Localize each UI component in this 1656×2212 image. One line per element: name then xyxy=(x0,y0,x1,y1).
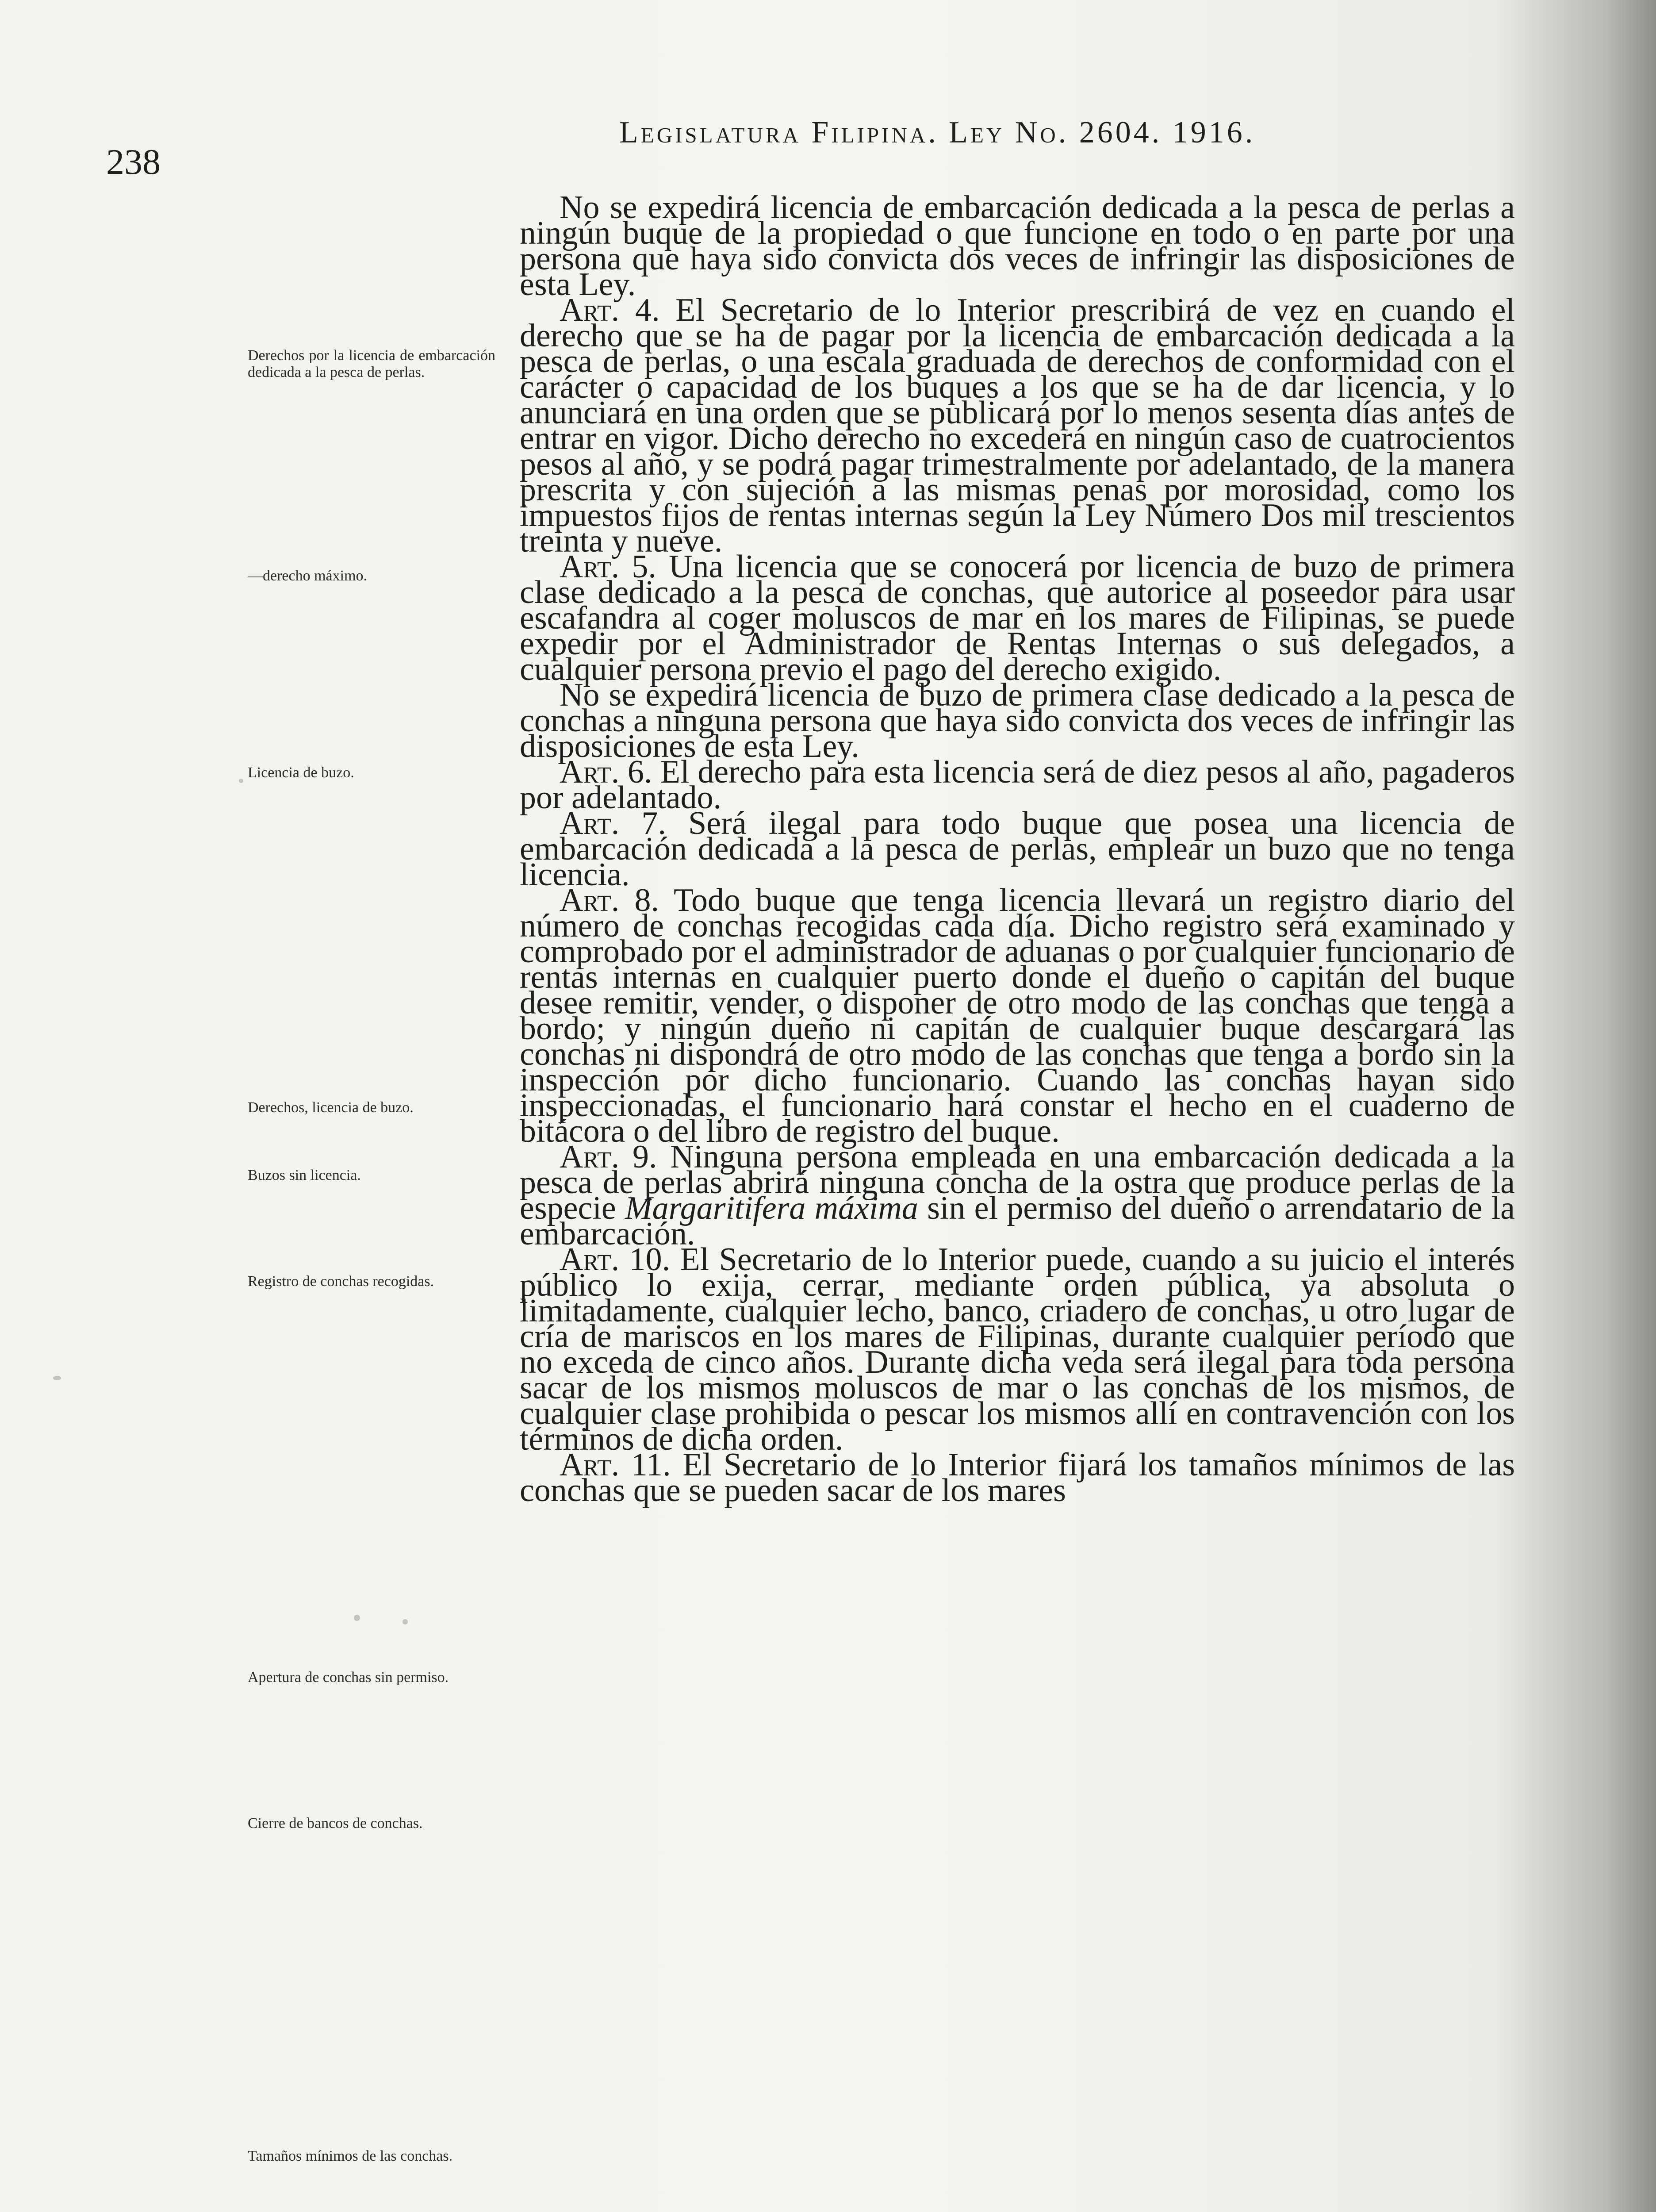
article-label: Art. 8. xyxy=(560,882,659,918)
article-text: Una licencia que se conocerá por licencia de buzo de primera clase dedicado a la pesca de conchas, que autorice al poseedor para usar escafandra al coger moluscos de mar en los mares de Filipinas, se puede expedir por el Administrador de Rentas Internas o sus delegados, a cualquier persona previo el pago del derecho exigido. xyxy=(520,549,1515,687)
margin-note-diver-license: Licencia de buzo. xyxy=(248,764,354,781)
article-text-continued: sin el permiso del dueño o arrendatario de la embarcación. xyxy=(520,1190,1515,1252)
paragraph-text: No se expedirá licencia de embarcación dedicada a la pesca de perlas a ningún buque de la propiedad o que funcione en todo o en parte por una persona que haya sido convicta dos veces de infringir las disposiciones de esta Ley. xyxy=(520,189,1515,303)
species-name: Margaritifera máxima xyxy=(625,1190,918,1226)
margin-note-unlicensed-divers: Buzos sin licencia. xyxy=(248,1167,361,1183)
paragraph-diver-prohibition xyxy=(520,677,1515,764)
margin-note-diver-license-fees: Derechos, licencia de buzo. xyxy=(248,1099,414,1116)
margin-note-maximum-fee: —derecho máximo. xyxy=(248,568,368,584)
article-11 xyxy=(520,1447,1515,1509)
article-text: Ninguna persona empleada en una embarcación dedicada a la pesca de perlas abrirá ninguna concha de la ostra que produce perlas de la especie xyxy=(520,1139,1515,1226)
article-4 xyxy=(520,292,1515,559)
margin-note-minimum-shell-sizes: Tamaños mínimos de las conchas. xyxy=(248,2148,453,2164)
article-text: El Secretario de lo Interior prescribirá de vez en cuando el derecho que se ha de pagar por la licencia de embarcación dedicada a la pesca de perlas, o una escala graduada de derechos de conformidad con el carácter o capacidad de los buques a los que se ha de dar licencia, y lo anunciará en una orden que se publicará por lo menos sesenta días antes de entrar en vigor. Dicho derecho no excederá en ningún caso de cuatrocientos pesos al año, y se podrá pagar trimestralmente por adelantado, de la manera prescrita y con sujeción a las mismas penas por morosidad, como los impuestos fijos de rentas internas según la Ley Número Dos mil trescientos treinta y nueve. xyxy=(520,292,1515,559)
article-label: Art. 10. xyxy=(560,1241,671,1278)
body-text xyxy=(520,189,1515,1509)
article-text: El Secretario de lo Interior puede, cuando a su juicio el interés público lo exija, cerrar, mediante orden pública, ya absoluta o limitadamente, cualquier lecho, banco, criadero de conchas, u otro lugar de cría de mariscos en los mares de Filipinas, durante cualquier período que no exceda de cinco años. Durante dicha veda será ilegal para toda persona sacar de los mismos moluscos de mar o las conchas de los mismos, de cualquier clase prohibida o pescar los mismos allí en contravención con los términos de dicha orden. xyxy=(520,1241,1515,1457)
article-label: Art. 7. xyxy=(560,805,666,841)
article-text: Todo buque que tenga licencia llevará un registro diario del número de conchas recogidas cada día. Dicho registro será examinado y comprobado por el administrador de aduanas o por cualquier funcionario de rentas internas en cualquier puerto donde el dueño o capitán del buque desee remitir, vender, o disponer de otro modo de las conchas que tenga a bordo; y ningún dueño ni capitán de cualquier buque descargará las conchas ni dispondrá de otro modo de las conchas que tenga a bordo sin la inspección por dicho funcionario. Cuando las conchas hayan sido inspeccionadas, el funcionario hará constar el hecho en el cuaderno de bitácora o del libro de registro del buque. xyxy=(520,882,1515,1149)
scan-speck xyxy=(402,1619,408,1624)
article-9 xyxy=(520,1139,1515,1252)
article-10 xyxy=(520,1241,1515,1457)
paragraph-license-prohibition xyxy=(520,189,1515,303)
article-label: Art. 6. xyxy=(560,754,652,790)
article-6 xyxy=(520,754,1515,816)
article-label: Art. 5. xyxy=(560,549,656,585)
article-8 xyxy=(520,882,1515,1149)
article-label: Art. 9. xyxy=(560,1139,657,1175)
article-7 xyxy=(520,805,1515,893)
scan-speck xyxy=(239,779,243,783)
paragraph-text: No se expedirá licencia de buzo de primera clase dedicado a la pesca de conchas a ninguna persona que haya sido convicta dos veces de infringir las disposiciones de esta Ley. xyxy=(520,677,1515,764)
scan-speck xyxy=(354,1615,360,1621)
margin-note-opening-shells: Apertura de conchas sin permiso. xyxy=(248,1669,449,1686)
article-label: Art. 4. xyxy=(560,292,660,328)
margin-note-shell-register: Registro de conchas recogidas. xyxy=(248,1273,434,1290)
article-label: Art. 11. xyxy=(560,1447,671,1483)
margin-note-closing-shell-beds: Cierre de bancos de conchas. xyxy=(248,1815,423,1832)
page-number: 238 xyxy=(106,142,161,182)
scan-speck xyxy=(53,1376,61,1380)
article-5 xyxy=(520,549,1515,687)
article-text: El derecho para esta licencia será de diez pesos al año, pagaderos por adelantado. xyxy=(520,754,1515,816)
article-text: Será ilegal para todo buque que posea una licencia de embarcación dedicada a la pesca de perlas, emplear un buzo que no tenga licencia. xyxy=(520,805,1515,893)
margin-note-fishing-license-fees: Derechos por la licencia de embarcación dedicada a la pesca de perlas. xyxy=(248,347,495,380)
running-head: Legislatura Filipina. Ley No. 2604. 1916. xyxy=(619,115,1256,150)
article-text: El Secretario de lo Interior fijará los tamaños mínimos de las conchas que se pueden sacar de los mares xyxy=(520,1447,1515,1509)
